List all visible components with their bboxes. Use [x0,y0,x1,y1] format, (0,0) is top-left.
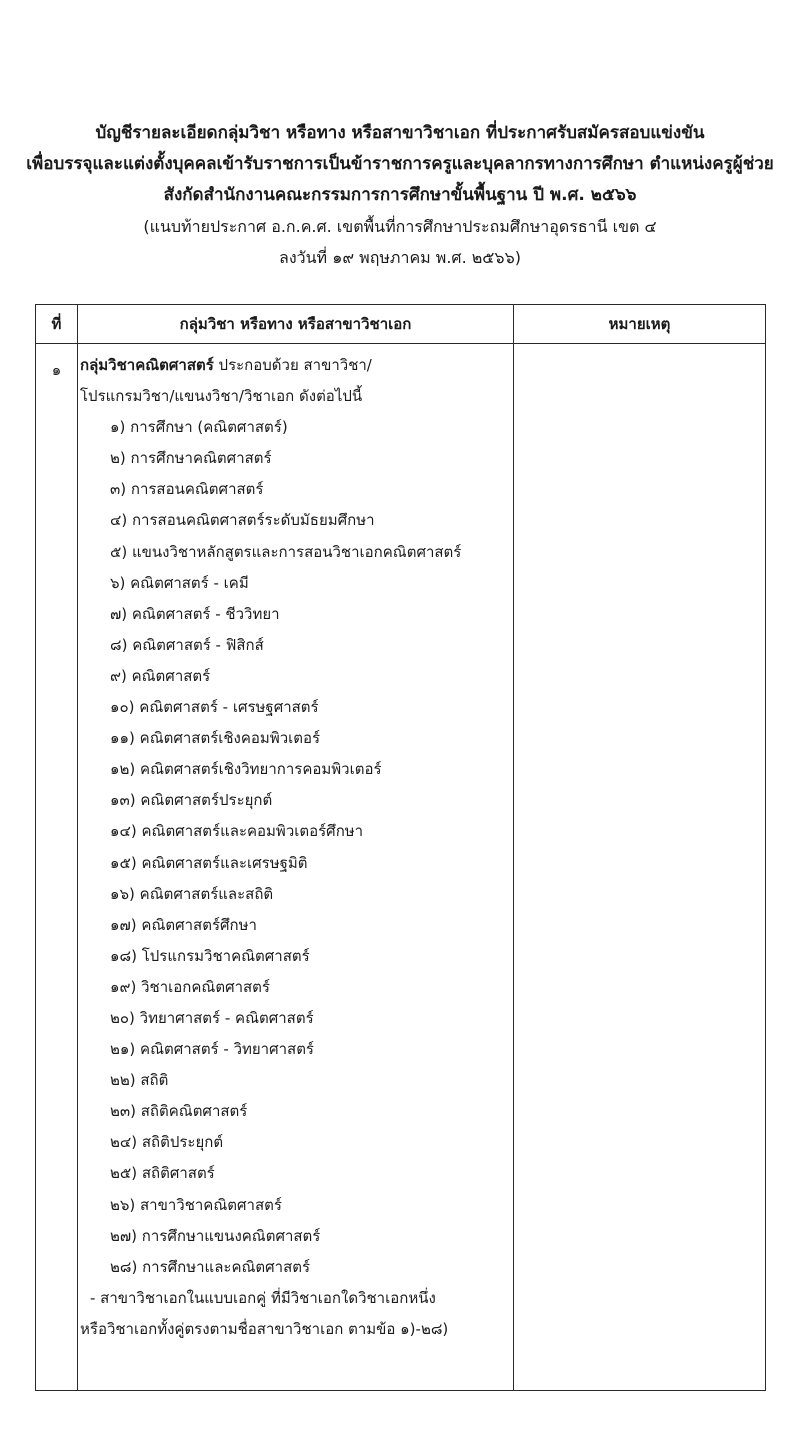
list-item: ๑๒) คณิตศาสตร์เชิงวิทยาการคอมพิวเตอร์ [110,760,382,779]
list-item: ๒๕) สถิติศาสตร์ [110,1164,215,1183]
list-item: ๒๒) สถิติ [110,1071,169,1090]
list-item: ๙) คณิตศาสตร์ [110,666,211,685]
list-item: ๒๑) คณิตศาสตร์ - วิทยาศาสตร์ [110,1040,314,1059]
header-title-line3: สังกัดสำนักงานคณะกรรมการการศึกษาขั้นพื้นฐาน ปี พ.ศ. ๒๕๖๖ [163,185,637,205]
header-annex-line1: (แนบท้ายประกาศ อ.ก.ค.ศ. เขตพื้นที่การศึกษาประถมศึกษาอุดรธานี เขต ๔ [143,217,657,236]
list-item: ๑๑) คณิตศาสตร์เชิงคอมพิวเตอร์ [110,729,321,748]
column-header-remark: หมายเหตุ [514,305,766,344]
table-row [36,344,766,1391]
list-item: ๒๓) สถิติคณิตศาสตร์ [110,1102,248,1121]
list-item: ๑๖) คณิตศาสตร์และสถิติ [110,884,274,903]
list-item: ๑๘) โปรแกรมวิชาคณิตศาสตร์ [110,946,310,965]
header-title-line1: บัญชีรายละเอียดกลุ่มวิชา หรือทาง หรือสาขาวิชาเอก ที่ประกาศรับสมัครสอบแข่งขัน [95,123,705,143]
header-title-line2: เพื่อบรรจุและแต่งตั้งบุคคลเข้ารับราชการเป็นข้าราชการครูและบุคลากรทางการศึกษา ตำแหน่งครูผู้ช่วย [26,154,774,174]
note-line2: หรือวิชาเอกทั้งคู่ตรงตามชื่อสาขาวิชาเอก ตามข้อ ๑)-๒๘) [80,1319,449,1338]
list-item: ๑๔) คณิตศาสตร์และคอมพิวเตอร์ศึกษา [110,822,364,841]
list-item: ๗) คณิตศาสตร์ - ชีววิทยา [110,604,280,623]
group-intro [78,350,513,381]
list-item: ๑) การศึกษา (คณิตศาสตร์) [110,418,288,437]
list-item: ๒๗) การศึกษาแขนงคณิตศาสตร์ [110,1226,321,1245]
column-header-no: ที่ [36,305,78,344]
group-name: กลุ่มวิชาคณิตศาสตร์ [80,356,214,374]
list-item: ๒๔) สถิติประยุกต์ [110,1133,224,1152]
document-header [0,118,800,273]
list-item: ๒๐) วิทยาศาสตร์ - คณิตศาสตร์ [110,1008,314,1027]
list-item: ๑๙) วิชาเอกคณิตศาสตร์ [110,977,270,996]
list-item: ๓) การสอนคณิตศาสตร์ [110,480,264,499]
list-item: ๖) คณิตศาสตร์ - เคมี [110,573,249,592]
group-intro-line2: โปรแกรมวิชา/แขนงวิชา/วิชาเอก ดังต่อไปนี้ [80,387,363,406]
group-intro-text: ประกอบด้วย สาขาวิชา/ [213,356,372,374]
note-line1: - สาขาวิชาเอกในแบบเอกคู่ ที่มีวิชาเอกใดวิชาเอกหนึ่ง [90,1288,436,1307]
subject-cell [78,344,514,1391]
header-annex-line2: ลงวันที่ ๑๙ พฤษภาคม พ.ศ. ๒๕๖๖) [279,248,521,267]
list-item: ๒๖) สาขาวิชาคณิตศาสตร์ [110,1195,282,1214]
remark-cell [514,344,766,1391]
column-header-subject: กลุ่มวิชา หรือทาง หรือสาขาวิชาเอก [78,305,514,344]
table-header-row [36,305,766,344]
subject-table [35,304,766,1391]
list-item: ๑๓) คณิตศาสตร์ประยุกต์ [110,791,273,810]
list-item: ๒๘) การศึกษาและคณิตศาสตร์ [110,1257,311,1276]
row-number: ๑ [36,344,78,1391]
subject-list [78,412,513,1283]
list-item: ๕) แขนงวิชาหลักสูตรและการสอนวิชาเอกคณิตศาสตร์ [110,542,462,561]
list-item: ๒) การศึกษาคณิตศาสตร์ [110,449,272,468]
list-item: ๑๕) คณิตศาสตร์และเศรษฐมิติ [110,853,308,872]
list-item: ๑๐) คณิตศาสตร์ - เศรษฐศาสตร์ [110,698,319,717]
list-item: ๑๗) คณิตศาสตร์ศึกษา [110,915,257,934]
list-item: ๔) การสอนคณิตศาสตร์ระดับมัธยมศึกษา [110,511,375,530]
list-item: ๘) คณิตศาสตร์ - ฟิสิกส์ [110,635,264,654]
